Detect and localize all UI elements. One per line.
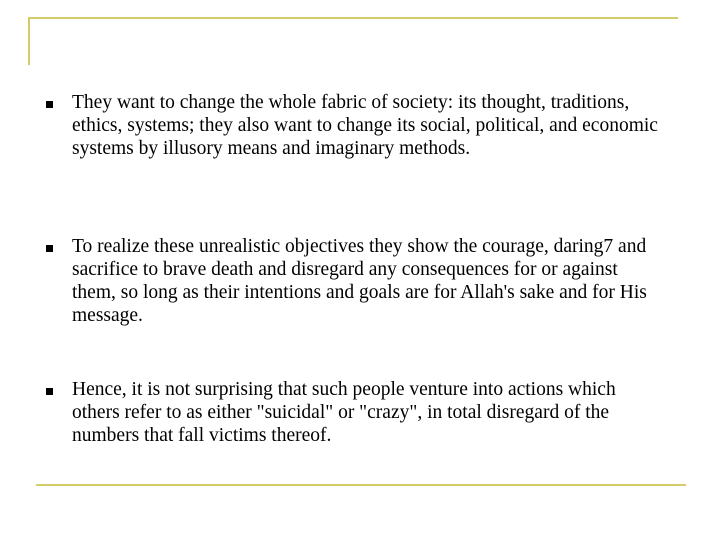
bullet-text: To realize these unrealistic objectives they show the courage, daring7 and sacrifice to brave death and disregard any consequences for or against them, so long as their intentions and goals are for Allah's sake and for His message.: [72, 236, 647, 326]
square-bullet-icon: [46, 245, 53, 252]
square-bullet-icon: [46, 388, 53, 395]
square-bullet-icon: [46, 101, 53, 108]
bullet-text: Hence, it is not surprising that such people venture into actions which others refer to as either "suicidal" or "crazy", in total disregard of the numbers that fall victims thereof.: [72, 379, 616, 446]
bullet-text: They want to change the whole fabric of society: its thought, traditions, ethics, systems; they also want to change its social, political, and economic systems by illusory means and imaginary methods.: [72, 92, 658, 159]
